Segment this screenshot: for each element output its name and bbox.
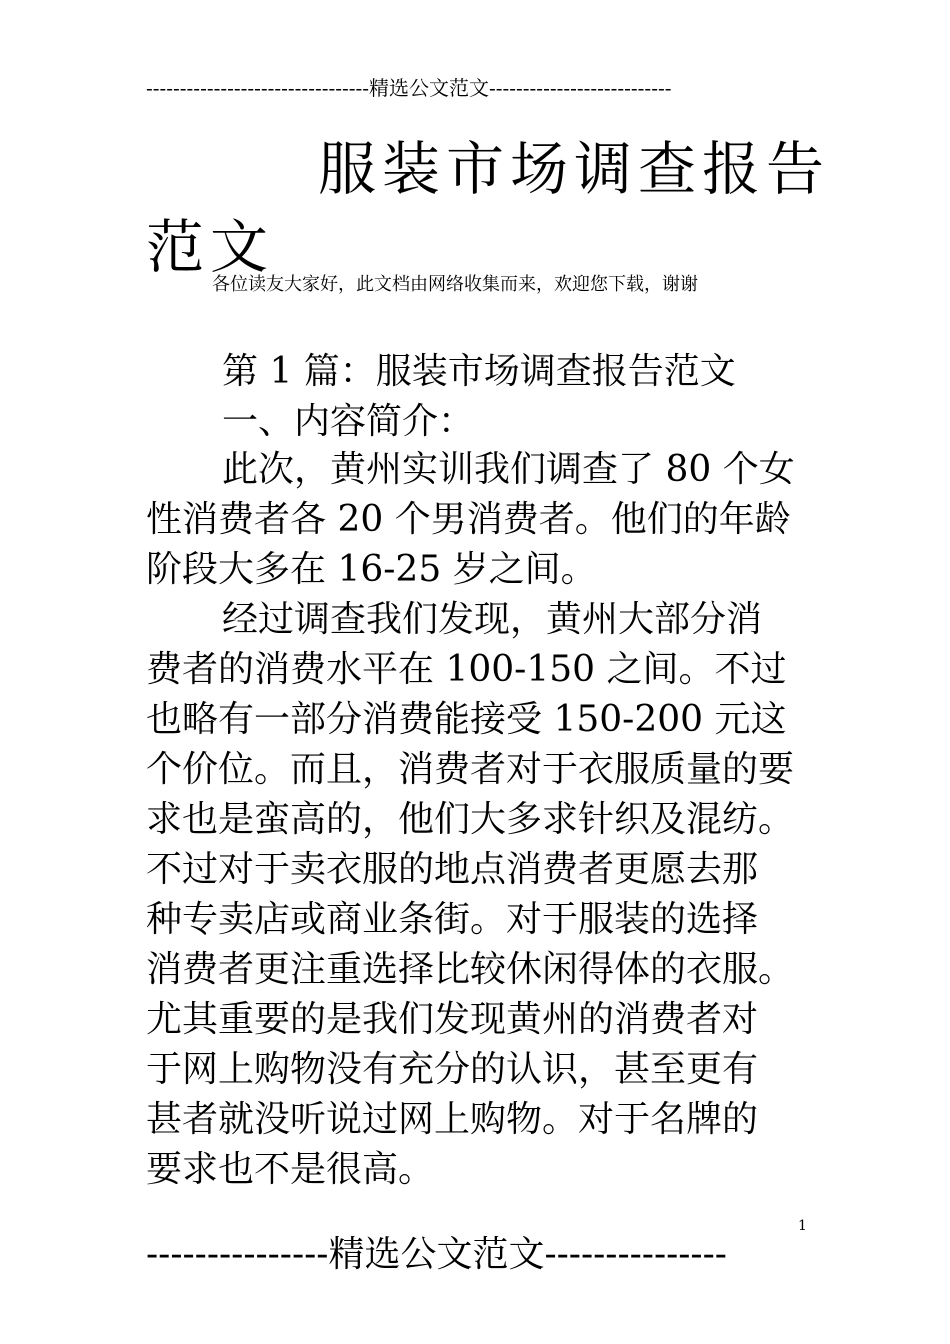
document-title-line-1: 服装市场调查报告 [318,135,831,203]
paragraph-line: 经过调查我们发现，黄州大部分消 [222,599,763,640]
paragraph-line: 要求也不是很高。 [146,1149,435,1190]
section-heading: 第 1 篇：服装市场调查报告范文 [222,351,736,392]
paragraph-line: 阶段大多在 16-25 岁之间。 [146,549,597,590]
paragraph-line: 求也是蛮高的，他们大多求针织及混纺。 [146,799,795,840]
page-header: ---------------------------------精选公文范文--------------------------- [146,76,672,100]
document-title-line-2: 范文 [146,213,275,281]
subsection-heading: 一、内容简介： [222,401,475,442]
paragraph-line: 于网上购物没有充分的认识，甚至更有 [146,1049,759,1090]
paragraph-line: 消费者更注重选择比较休闲得体的衣服。 [146,949,795,990]
page-footer: ---------------精选公文范文--------------- [146,1234,727,1275]
paragraph-line: 费者的消费水平在 100-150 之间。不过 [146,649,787,690]
paragraph-line: 甚者就没听说过网上购物。对于名牌的 [146,1099,759,1140]
paragraph-line: 不过对于卖衣服的地点消费者更愿去那 [146,849,759,890]
paragraph-line: 也略有一部分消费能接受 150-200 元这 [146,699,787,740]
paragraph-line: 尤其重要的是我们发现黄州的消费者对 [146,999,759,1040]
paragraph-line: 种专卖店或商业条街。对于服装的选择 [146,899,759,940]
paragraph-line: 个价位。而且，消费者对于衣服质量的要 [146,749,795,790]
paragraph-line: 此次，黄州实训我们调查了 80 个女 [222,449,795,490]
page-number: 1 [798,1218,807,1234]
paragraph-line: 性消费者各 20 个男消费者。他们的年龄 [146,499,791,540]
greeting-note: 各位读友大家好，此文档由网络收集而来，欢迎您下载，谢谢 [212,274,698,295]
